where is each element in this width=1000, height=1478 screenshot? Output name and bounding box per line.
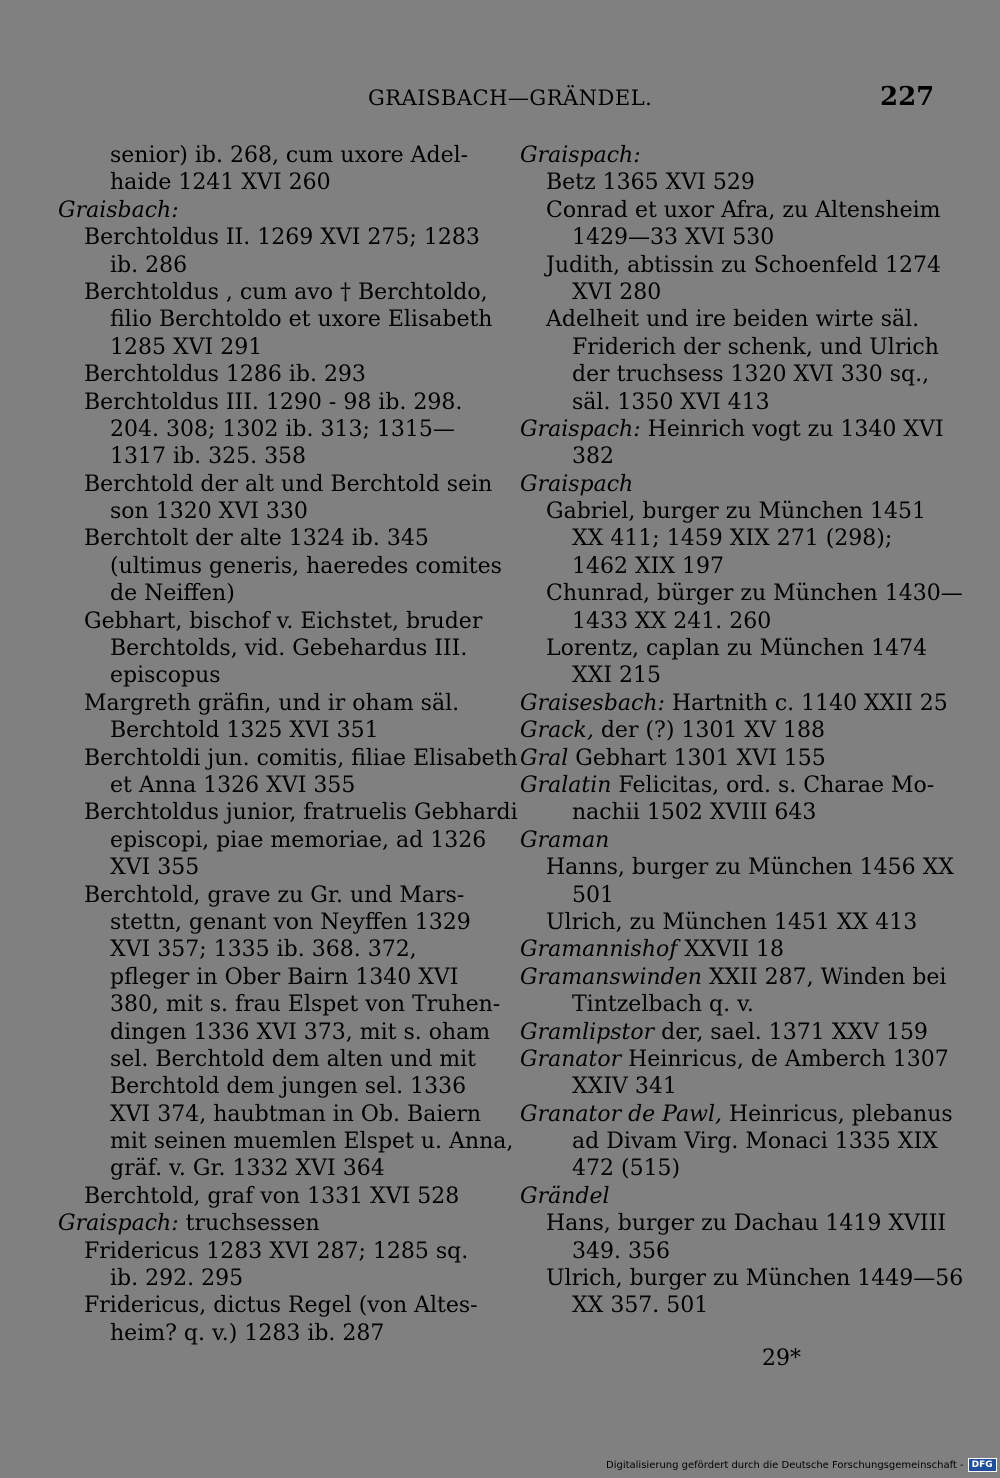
- entry-text: Hans, burger zu Dachau 1419 XVIII: [546, 1211, 947, 1237]
- entry-text: senior) ib. 268, cum uxore Adel-: [110, 143, 469, 168]
- entry-line: [58, 1046, 483, 1073]
- entry-line: [520, 1292, 945, 1319]
- entry-line: [58, 827, 487, 854]
- entry-line: [58, 252, 483, 279]
- entry-line: [58, 1019, 491, 1046]
- entry-text: ib. 292. 295: [110, 1266, 244, 1292]
- lemma-text: Graispach: [520, 471, 634, 497]
- lemma-text: Gramanswinden: [520, 964, 702, 990]
- entry-text: nachii 1502 XVIII 643: [572, 800, 817, 826]
- entry-text: Berchtoldi jun. comitis, filiae Elisabeth: [84, 745, 518, 771]
- entry-text: Berchtoldus III. 1290 - 98 ib. 298.: [84, 389, 463, 415]
- entry-line: [58, 1101, 483, 1128]
- page-header: [0, 82, 1000, 118]
- entry-text: Berchtoldus II. 1269 XVI 275; 1283: [84, 225, 480, 251]
- entry-text: Berchtoldus 1286 ib. 293: [84, 362, 366, 388]
- entry-line: [520, 854, 954, 881]
- entry-line: [58, 389, 483, 416]
- entry-text: der, sael. 1371 XXV 159: [654, 1019, 928, 1045]
- entry-line: [58, 991, 501, 1018]
- entry-line: [58, 361, 483, 388]
- entry-text: Gebhart 1301 XVI 155: [568, 745, 826, 771]
- entry-text: 1429—33 XVI 530: [572, 225, 775, 251]
- entry-line: [58, 416, 483, 443]
- entry-text: ib. 286: [110, 252, 188, 278]
- right-column: [520, 142, 964, 1320]
- entry-text: stettn, genant von Neyffen 1329: [110, 909, 471, 935]
- entry-text: Felicitas, ord. s. Charae Mo-: [611, 772, 935, 798]
- entry-line: [58, 169, 483, 196]
- entry-text: Ulrich, burger zu München 1449—56: [546, 1266, 964, 1292]
- entry-text: 501: [572, 882, 614, 908]
- page-number: 227: [880, 82, 935, 112]
- entry-text: 382: [572, 444, 614, 470]
- entry-text: truchsessen: [178, 1211, 320, 1237]
- entry-line: [58, 1183, 483, 1210]
- entry-text: Lorentz, caplan zu München 1474: [546, 636, 928, 662]
- lemma-text: Granator: [520, 1046, 622, 1072]
- entry-line: [58, 580, 483, 607]
- entry-text: Berchtoldus , cum avo † Berchtoldo,: [84, 279, 488, 305]
- lemma-line: [520, 1019, 945, 1046]
- lemma-line: [520, 416, 945, 443]
- entry-text: Friderich der schenk, und Ulrich: [572, 334, 939, 360]
- entry-line: [520, 635, 945, 662]
- entry-text: Heinricus, plebanus: [721, 1101, 953, 1127]
- entry-line: [520, 1238, 945, 1265]
- entry-text: pfleger in Ober Bairn 1340 XVI: [110, 964, 459, 990]
- entry-line: [58, 525, 483, 552]
- entry-line: [58, 306, 493, 333]
- lemma-line: [520, 827, 945, 854]
- dfg-logo: DFG: [968, 1458, 997, 1472]
- lemma-line: [520, 772, 945, 799]
- entry-text: 204. 308; 1302 ib. 313; 1315—: [110, 416, 455, 442]
- lemma-line: [520, 1101, 953, 1128]
- entry-text: Hartnith c. 1140 XXII 25: [664, 690, 948, 716]
- entry-text: episcopi, piae memoriae, ad 1326: [110, 827, 487, 853]
- entry-line: [520, 279, 945, 306]
- entry-text: säl. 1350 XVI 413: [572, 389, 770, 415]
- entry-line: [520, 1073, 945, 1100]
- entry-line: [58, 799, 518, 826]
- lemma-line: [520, 690, 948, 717]
- entry-text: Tintzelbach q. v.: [572, 992, 754, 1018]
- lemma-line: [520, 471, 945, 498]
- lemma-line: [520, 717, 945, 744]
- lemma-text: Gramannishof: [520, 937, 678, 963]
- entry-text: 472 (515): [572, 1156, 681, 1182]
- left-column: [58, 142, 518, 1347]
- entry-text: Berchtold der alt und Berchtold sein: [84, 471, 493, 497]
- entry-text: filio Berchtoldo et uxore Elisabeth: [110, 307, 493, 333]
- lemma-text: Graman: [520, 827, 610, 853]
- entry-text: Berchtold, grave zu Gr. und Mars-: [84, 882, 465, 908]
- entry-text: Berchtolds, vid. Gebehardus III.: [110, 636, 468, 662]
- entry-line: [58, 964, 483, 991]
- entry-text: Conrad et uxor Afra, zu Altensheim: [546, 197, 941, 223]
- entry-text: Margreth gräfin, und ir oham säl.: [84, 690, 460, 716]
- entry-line: [58, 745, 518, 772]
- entry-line: [58, 1238, 483, 1265]
- entry-line: [58, 717, 483, 744]
- lemma-text: Grack,: [520, 718, 594, 744]
- entry-text: XVI 355: [110, 855, 200, 881]
- entry-line: [520, 662, 945, 689]
- signature-mark: 29*: [762, 1346, 801, 1371]
- entry-line: [520, 169, 945, 196]
- entry-line: [58, 608, 483, 635]
- entry-line: [520, 224, 945, 251]
- entry-line: [58, 471, 493, 498]
- lemma-text: Graispach:: [520, 416, 641, 442]
- entry-line: [520, 389, 945, 416]
- entry-line: [520, 334, 945, 361]
- entry-line: [58, 772, 483, 799]
- entry-text: Gabriel, burger zu München 1451: [546, 499, 927, 525]
- entry-line: [58, 909, 483, 936]
- entry-text: 1433 XX 241. 260: [572, 608, 772, 634]
- entry-text: Heinricus, de Amberch 1307: [621, 1046, 949, 1072]
- entry-line: [520, 525, 945, 552]
- entry-text: son 1320 XVI 330: [110, 499, 308, 525]
- lemma-text: Graispach:: [58, 1211, 179, 1237]
- entry-text: XXIV 341: [572, 1074, 677, 1100]
- entry-text: XXII 287, Winden bei: [701, 964, 947, 990]
- entry-text: 349. 356: [572, 1238, 670, 1264]
- entry-text: 380, mit s. frau Elspet von Truhen-: [110, 992, 501, 1018]
- entry-line: [520, 1128, 945, 1155]
- entry-line: [520, 553, 945, 580]
- entry-text: haide 1241 XVI 260: [110, 170, 331, 196]
- entry-line: [58, 690, 483, 717]
- entry-text: sel. Berchtold dem alten und mit: [110, 1046, 477, 1072]
- entry-line: [58, 224, 483, 251]
- lemma-text: Gralatin: [520, 772, 612, 798]
- lemma-text: Gramlipstor: [520, 1019, 655, 1045]
- lemma-line: [520, 936, 945, 963]
- entry-line: [58, 1265, 483, 1292]
- entry-text: dingen 1336 XVI 373, mit s. oham: [110, 1019, 491, 1045]
- lemma-text: Granator de Pawl,: [520, 1101, 722, 1127]
- entry-line: [520, 306, 945, 333]
- lemma-line: [520, 964, 945, 991]
- entry-line: [520, 608, 945, 635]
- entry-text: Betz 1365 XVI 529: [546, 170, 755, 196]
- footer-credit: [606, 1458, 997, 1472]
- entry-text: (ultimus generis, haeredes comites: [110, 553, 502, 579]
- entry-line: [520, 498, 945, 525]
- entry-line: [58, 142, 483, 169]
- entry-line: [520, 799, 945, 826]
- entry-text: Berchtolt der alte 1324 ib. 345: [84, 526, 429, 552]
- entry-text: Hanns, burger zu München 1456 XX: [546, 855, 954, 881]
- entry-text: Fridericus 1283 XVI 287; 1285 sq.: [84, 1238, 469, 1264]
- entry-text: XXI 215: [572, 663, 661, 689]
- entry-line: [58, 1073, 483, 1100]
- entry-line: [58, 498, 483, 525]
- entry-line: [520, 443, 945, 470]
- entry-text: Fridericus, dictus Regel (von Altes-: [84, 1293, 478, 1319]
- entry-text: Judith, abtissin zu Schoenfeld 1274: [546, 252, 941, 278]
- entry-line: [58, 279, 488, 306]
- entry-line: [58, 1155, 483, 1182]
- entry-line: [520, 197, 945, 224]
- entry-text: Berchtoldus junior, fratruelis Gebhardi: [84, 800, 518, 826]
- entry-line: [58, 936, 483, 963]
- entry-text: ad Divam Virg. Monaci 1335 XIX: [572, 1129, 938, 1155]
- running-title: GRAISBACH—GRÄNDEL.: [368, 86, 653, 110]
- lemma-line: [520, 745, 945, 772]
- entry-line: [58, 662, 483, 689]
- footer-credit-text: Digitalisierung gefördert durch die Deutsche Forschungsgemeinschaft -: [606, 1459, 964, 1471]
- lemma-text: Gral: [520, 745, 569, 771]
- entry-text: et Anna 1326 XVI 355: [110, 772, 356, 798]
- lemma-line: [520, 142, 945, 169]
- entry-line: [520, 1265, 964, 1292]
- entry-text: heim? q. v.) 1283 ib. 287: [110, 1320, 385, 1346]
- entry-text: Berchtold, graf von 1331 XVI 528: [84, 1183, 460, 1209]
- entry-text: episcopus: [110, 663, 221, 689]
- entry-line: [58, 443, 483, 470]
- entry-text: 1317 ib. 325. 358: [110, 444, 307, 470]
- lemma-text: Graisbach:: [58, 197, 179, 223]
- lemma-line: [520, 1046, 949, 1073]
- entry-text: 1285 XVI 291: [110, 334, 263, 360]
- entry-text: de Neiffen): [110, 581, 235, 607]
- entry-line: [58, 635, 483, 662]
- entry-text: Gebhart, bischof v. Eichstet, bruder: [84, 608, 483, 634]
- entry-line: [58, 334, 483, 361]
- lemma-text: Grändel: [520, 1183, 610, 1209]
- entry-line: [520, 909, 945, 936]
- entry-text: gräf. v. Gr. 1332 XVI 364: [110, 1156, 385, 1182]
- entry-line: [520, 1155, 945, 1182]
- entry-text: der truchsess 1320 XVI 330 sq.,: [572, 362, 930, 388]
- entry-text: Berchtold dem jungen sel. 1336: [110, 1074, 467, 1100]
- entry-line: [520, 252, 945, 279]
- entry-line: [58, 1128, 514, 1155]
- entry-text: 1462 XIX 197: [572, 553, 724, 579]
- entry-text: Berchtold 1325 XVI 351: [110, 718, 379, 744]
- entry-text: Ulrich, zu München 1451 XX 413: [546, 909, 918, 935]
- entry-text: XX 411; 1459 XIX 271 (298);: [572, 526, 893, 552]
- entry-line: [58, 1292, 483, 1319]
- entry-line: [520, 882, 945, 909]
- entry-line: [58, 882, 483, 909]
- entry-text: Heinrich vogt zu 1340 XVI: [640, 416, 944, 442]
- entry-line: [520, 1210, 945, 1237]
- entry-text: XX 357. 501: [572, 1293, 709, 1319]
- entry-line: [58, 553, 502, 580]
- entry-line: [58, 854, 483, 881]
- entry-text: Chunrad, bürger zu München 1430—: [546, 581, 963, 607]
- entry-text: XVI 357; 1335 ib. 368. 372,: [110, 937, 417, 963]
- entry-text: der (?) 1301 XV 188: [593, 718, 825, 744]
- entry-line: [520, 991, 945, 1018]
- entry-text: mit seinen muemlen Elspet u. Anna,: [110, 1129, 514, 1155]
- entry-text: XVI 280: [572, 279, 662, 305]
- lemma-text: Graisesbach:: [520, 690, 665, 716]
- lemma-line: [58, 1210, 483, 1237]
- entry-line: [520, 580, 963, 607]
- entry-line: [520, 361, 945, 388]
- entry-text: XXVII 18: [677, 937, 784, 963]
- lemma-line: [520, 1183, 945, 1210]
- lemma-text: Graispach:: [520, 143, 641, 168]
- entry-text: XVI 374, haubtman in Ob. Baiern: [110, 1101, 482, 1127]
- entry-text: Adelheit und ire beiden wirte säl.: [546, 307, 920, 333]
- lemma-line: [58, 197, 483, 224]
- entry-line: [58, 1320, 483, 1347]
